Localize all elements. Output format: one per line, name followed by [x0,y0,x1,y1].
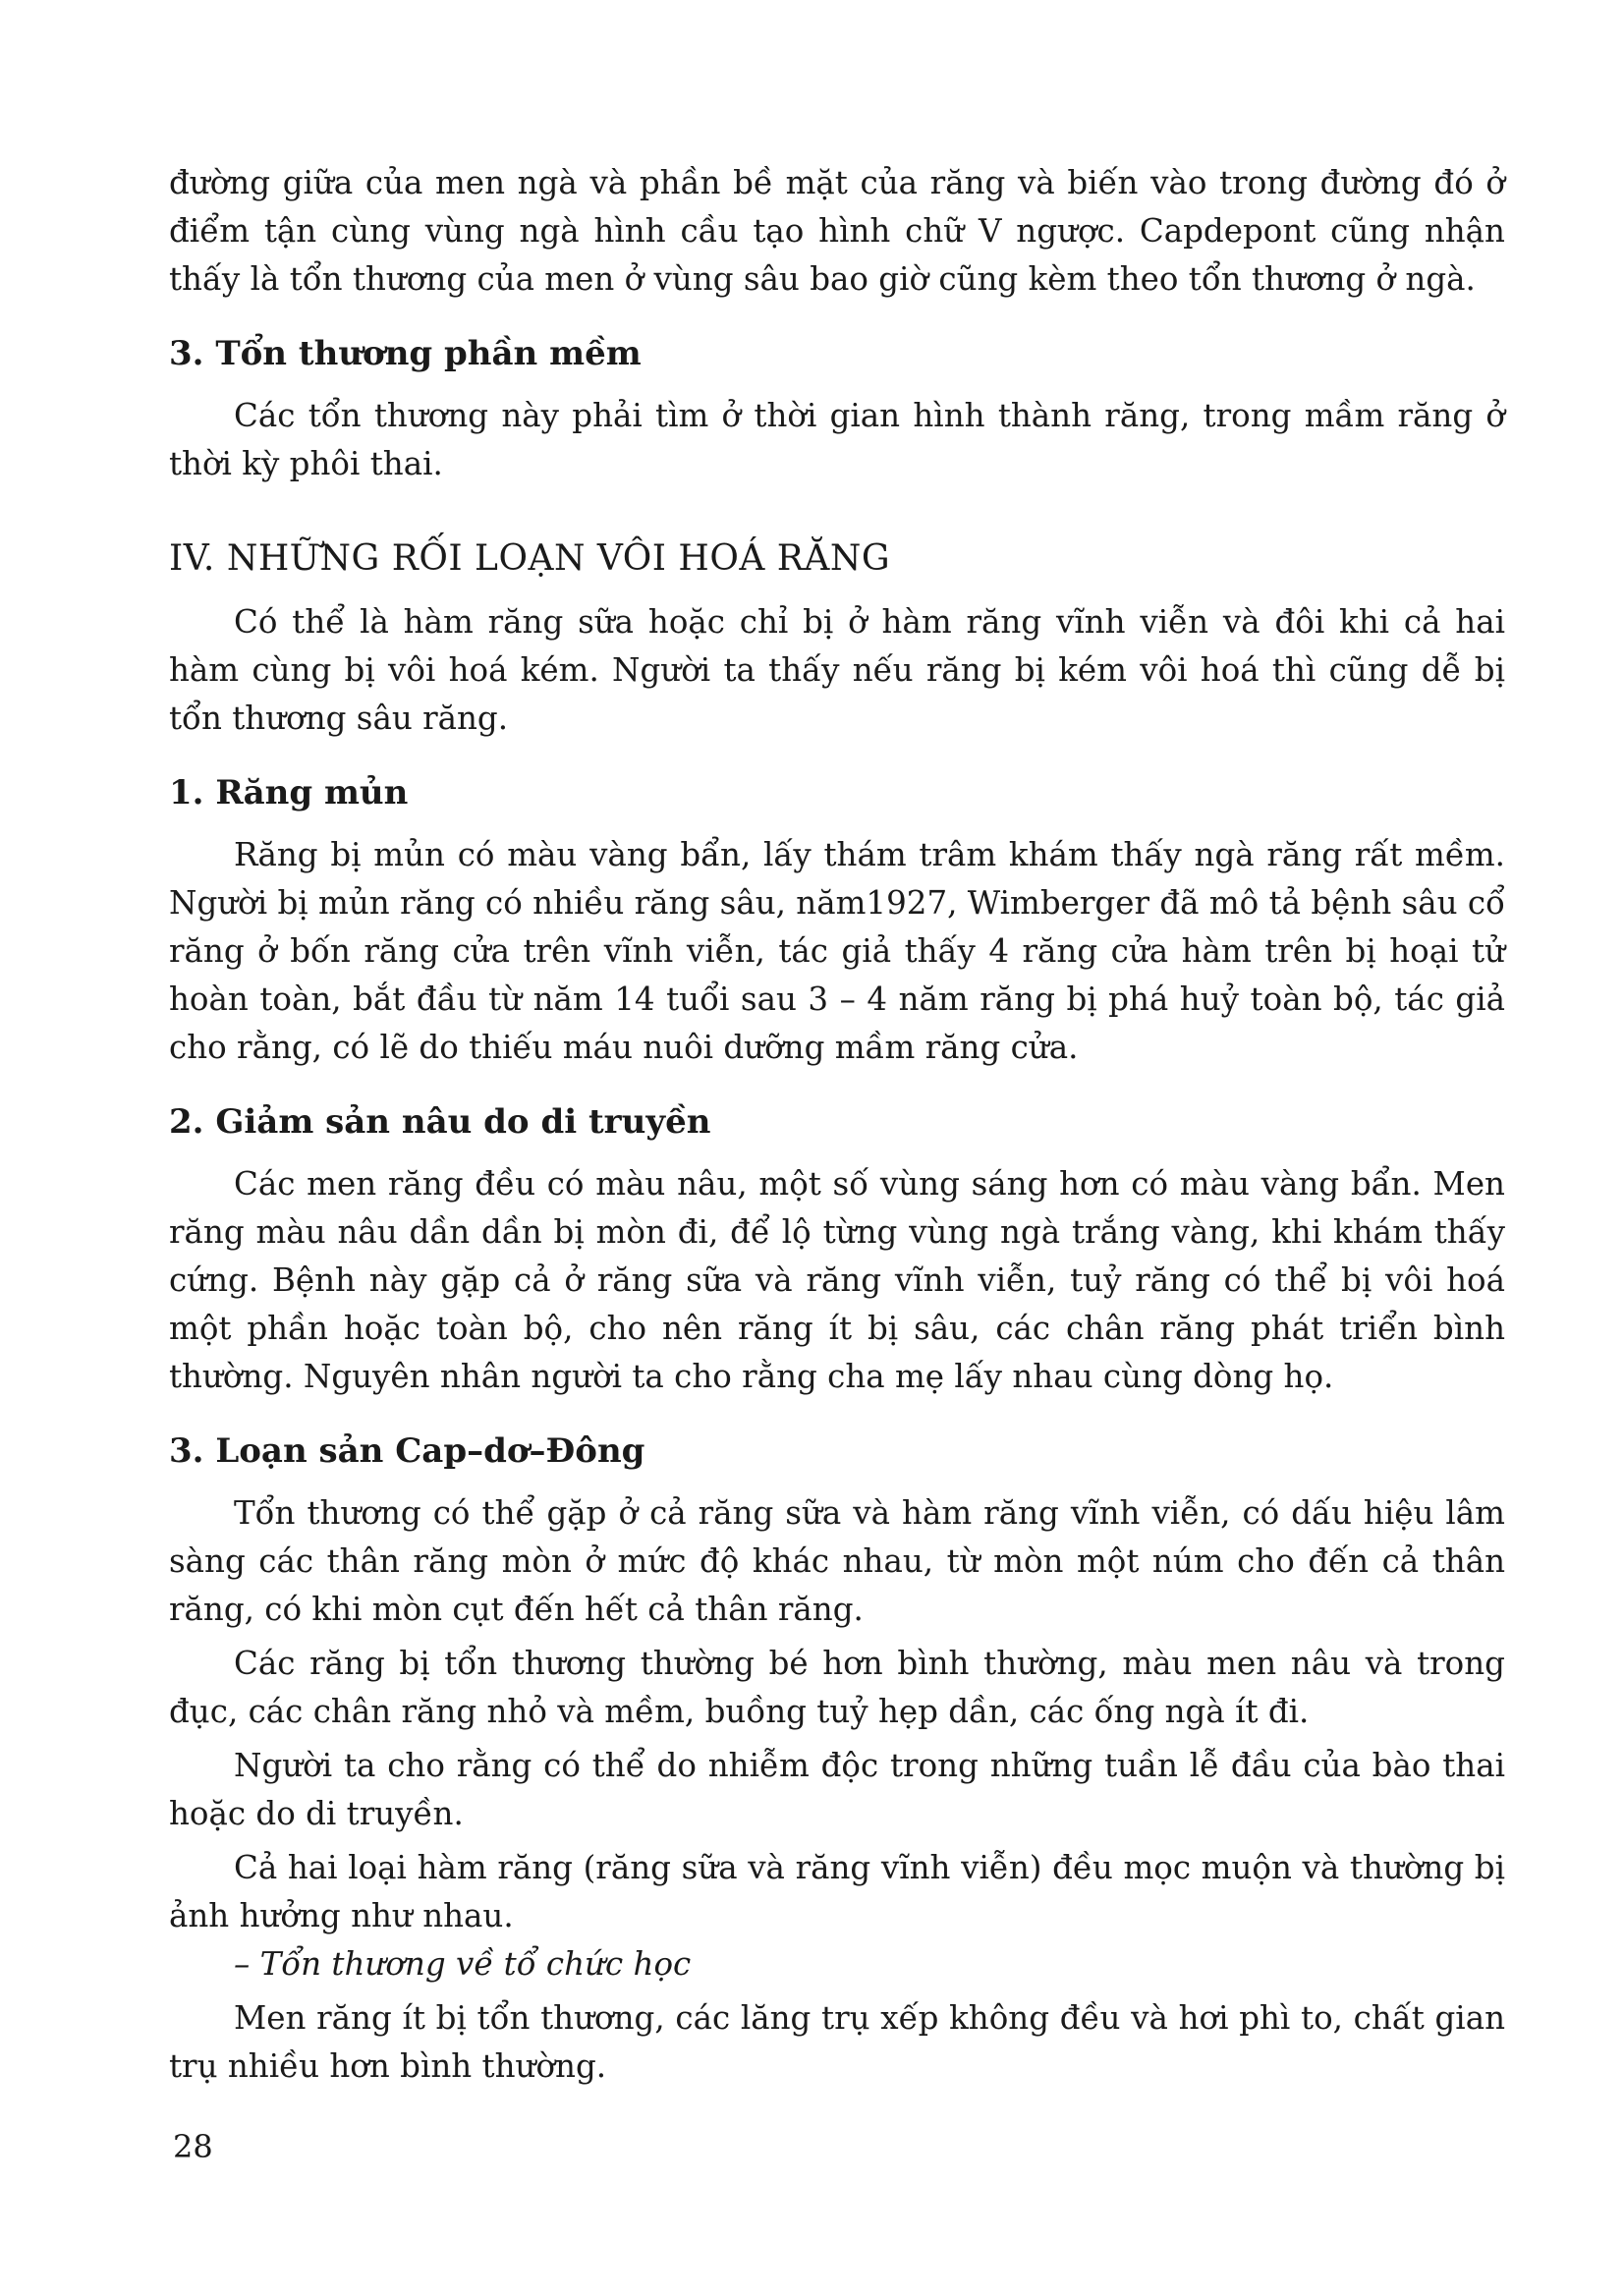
soft-teeth-paragraph: Răng bị mủn có màu vàng bẩn, lấy thám trâm khám thấy ngà răng rất mềm. Người bị mủn răng có nhiều răng sâu, năm1927, Wimberger đã mô tả bệnh sâu cổ răng ở bốn răng cửa trên vĩnh viễn, tác giả thấy 4 răng cửa hàm trên bị hoại tử hoàn toàn, bắt đầu từ năm 14 tuổi sau 3 – 4 năm răng bị phá huỷ toàn bộ, tác giả cho rằng, có lẽ do thiếu máu nuôi dưỡng mầm răng cửa. [169,836,1505,1066]
page-number: 28 [173,2128,213,2165]
subsection-heading-capdepont: 3. Loạn sản Cap–dơ–Đông [169,1431,645,1471]
brown-hypoplasia-paragraph: Các men răng đều có màu nâu, một số vùng sáng hơn có màu vàng bẩn. Men răng màu nâu dần dần bị mòn đi, để lộ từng vùng ngà trắng vàng, khi khám thấy cứng. Bệnh này gặp cả ở răng sữa và răng vĩnh viễn, tuỷ răng có thể bị vôi hoá một phần hoặc toàn bộ, cho nên răng ít bị sâu, các chân răng phát triển bình thường. Nguyên nhân người ta cho rằng cha mẹ lấy nhau cùng dòng họ. [169,1165,1505,1395]
capdepont-paragraph-1: Tổn thương có thể gặp ở cả răng sữa và hàm răng vĩnh viễn, có dấu hiệu lâm sàng các thân răng mòn ở mức độ khác nhau, từ mòn một núm cho đến cả thân răng, có khi mòn cụt đến hết cả thân răng. [169,1494,1505,1628]
page-body [169,159,1505,2091]
continuation-paragraph: đường giữa của men ngà và phần bề mặt của răng và biến vào trong đường đó ở điểm tận cùng vùng ngà hình cầu tạo hình chữ V ngược. Capdepont cũng nhận thấy là tổn thương của men ở vùng sâu bao giờ cũng kèm theo tổn thương ở ngà. [169,164,1505,298]
calcification-intro-paragraph: Có thể là hàm răng sữa hoặc chỉ bị ở hàm răng vĩnh viễn và đôi khi cả hai hàm cùng bị vôi hoá kém. Người ta thấy nếu răng bị kém vôi hoá thì cũng dễ bị tổn thương sâu răng. [169,603,1505,737]
soft-tissue-paragraph: Các tổn thương này phải tìm ở thời gian hình thành răng, trong mầm răng ở thời kỳ phôi thai. [169,397,1505,482]
capdepont-paragraph-5: Men răng ít bị tổn thương, các lăng trụ xếp không đều và hơi phì to, chất gian trụ nhiều hơn bình thường. [169,1999,1505,2085]
subsection-heading-brown-hypoplasia: 2. Giảm sản nâu do di truyền [169,1102,711,1142]
histology-label: – Tổn thương về tổ chức học [234,1945,692,1983]
capdepont-paragraph-4: Cả hai loại hàm răng (răng sữa và răng vĩnh viễn) đều mọc muộn và thường bị ảnh hưởng như nhau. [169,1849,1505,1934]
capdepont-paragraph-2: Các răng bị tổn thương thường bé hơn bình thường, màu men nâu và trong đục, các chân răng nhỏ và mềm, buồng tuỷ hẹp dần, các ống ngà ít đi. [169,1645,1505,1730]
subsection-heading-soft-teeth: 1. Răng mủn [169,773,409,812]
section-heading-soft-tissue: 3. Tổn thương phần mềm [169,334,642,373]
capdepont-paragraph-3: Người ta cho rằng có thể do nhiễm độc trong những tuần lễ đầu của bào thai hoặc do di truyền. [169,1747,1505,1832]
chapter-heading-calcification: IV. NHỮNG RỐI LOẠN VÔI HOÁ RĂNG [169,538,891,579]
